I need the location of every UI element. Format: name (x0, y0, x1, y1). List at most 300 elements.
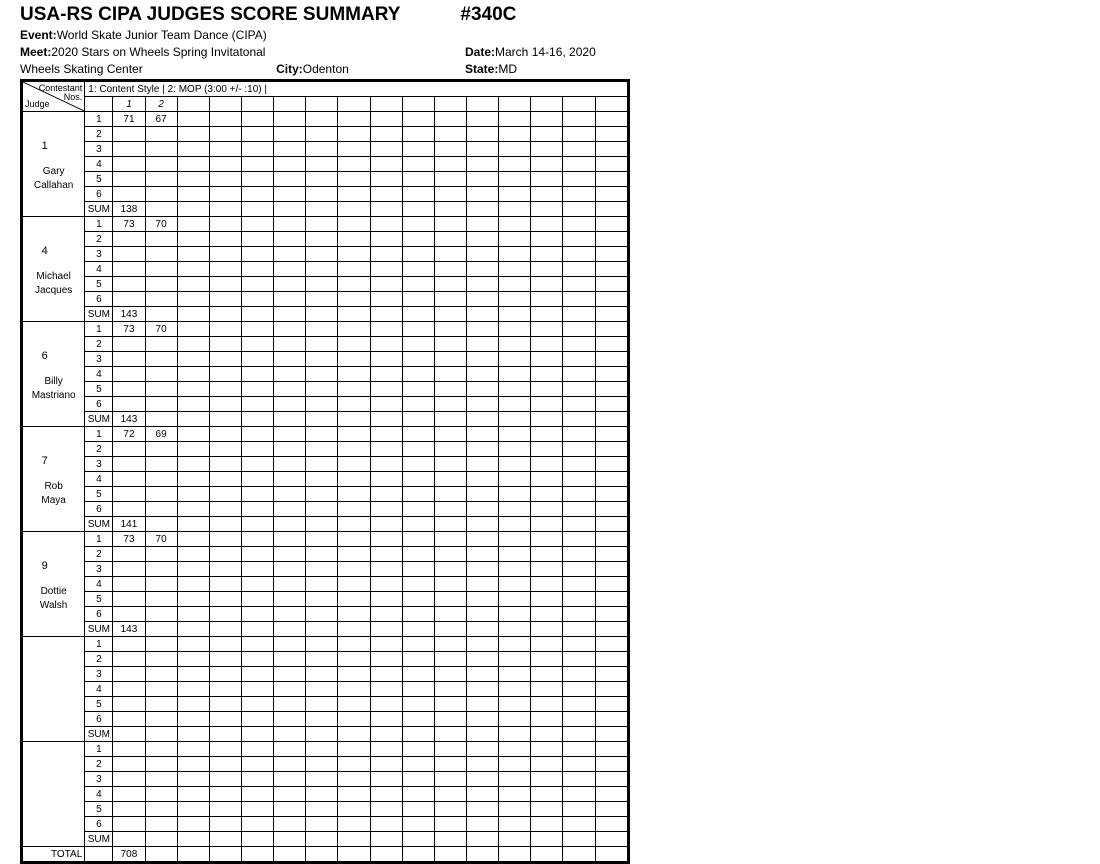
score-cell[interactable] (241, 112, 273, 127)
score-cell[interactable] (113, 157, 145, 172)
score-cell[interactable] (145, 607, 177, 622)
score-cell[interactable] (531, 292, 563, 307)
score-cell[interactable] (595, 277, 627, 292)
score-cell[interactable] (370, 217, 402, 232)
score-cell[interactable] (434, 172, 466, 187)
score-cell[interactable] (434, 712, 466, 727)
score-cell[interactable] (434, 637, 466, 652)
score-cell[interactable] (563, 742, 595, 757)
score-cell[interactable] (306, 112, 338, 127)
score-cell[interactable] (499, 157, 531, 172)
score-cell[interactable] (177, 457, 209, 472)
score-cell[interactable] (145, 457, 177, 472)
score-cell[interactable] (177, 637, 209, 652)
score-cell[interactable] (338, 397, 370, 412)
score-cell[interactable] (338, 247, 370, 262)
score-cell[interactable] (177, 802, 209, 817)
score-cell[interactable] (531, 487, 563, 502)
score-cell[interactable] (274, 112, 306, 127)
score-cell[interactable] (434, 772, 466, 787)
score-cell[interactable] (531, 217, 563, 232)
score-cell[interactable] (466, 217, 498, 232)
score-cell[interactable] (306, 532, 338, 547)
score-cell[interactable] (499, 247, 531, 262)
score-cell[interactable] (338, 502, 370, 517)
score-cell[interactable] (402, 772, 434, 787)
score-cell[interactable] (531, 367, 563, 382)
score-cell[interactable] (145, 442, 177, 457)
score-cell[interactable] (338, 712, 370, 727)
score-cell[interactable] (595, 532, 627, 547)
score-cell[interactable] (402, 547, 434, 562)
score-cell[interactable] (338, 457, 370, 472)
score-cell[interactable] (209, 172, 241, 187)
score-cell[interactable] (306, 292, 338, 307)
score-cell[interactable] (113, 772, 145, 787)
score-cell[interactable] (177, 127, 209, 142)
score-cell[interactable] (402, 172, 434, 187)
score-cell[interactable]: 73 (113, 217, 145, 232)
score-cell[interactable] (466, 487, 498, 502)
score-cell[interactable] (434, 547, 466, 562)
score-cell[interactable] (434, 652, 466, 667)
score-cell[interactable] (466, 262, 498, 277)
score-cell[interactable] (595, 472, 627, 487)
score-cell[interactable] (209, 697, 241, 712)
score-cell[interactable] (306, 142, 338, 157)
score-cell[interactable] (209, 142, 241, 157)
score-cell[interactable] (274, 277, 306, 292)
score-cell[interactable] (113, 712, 145, 727)
score-cell[interactable] (338, 157, 370, 172)
score-cell[interactable] (274, 127, 306, 142)
score-cell[interactable] (274, 427, 306, 442)
score-cell[interactable] (338, 772, 370, 787)
score-cell[interactable] (209, 277, 241, 292)
score-cell[interactable] (499, 472, 531, 487)
score-cell[interactable] (402, 292, 434, 307)
score-cell[interactable] (434, 277, 466, 292)
score-cell[interactable]: 72 (113, 427, 145, 442)
score-cell[interactable] (595, 187, 627, 202)
score-cell[interactable] (274, 367, 306, 382)
score-cell[interactable] (241, 802, 273, 817)
score-cell[interactable] (306, 802, 338, 817)
score-cell[interactable] (241, 292, 273, 307)
score-cell[interactable] (563, 532, 595, 547)
score-cell[interactable]: 70 (145, 322, 177, 337)
score-cell[interactable] (145, 157, 177, 172)
score-cell[interactable] (402, 757, 434, 772)
score-cell[interactable] (595, 562, 627, 577)
score-cell[interactable] (370, 427, 402, 442)
score-cell[interactable] (241, 217, 273, 232)
score-cell[interactable] (402, 667, 434, 682)
score-cell[interactable] (274, 742, 306, 757)
score-cell[interactable] (370, 607, 402, 622)
score-cell[interactable] (499, 637, 531, 652)
score-cell[interactable] (402, 367, 434, 382)
score-cell[interactable] (531, 457, 563, 472)
score-cell[interactable] (402, 472, 434, 487)
score-cell[interactable] (531, 742, 563, 757)
score-cell[interactable] (274, 652, 306, 667)
score-cell[interactable] (370, 397, 402, 412)
score-cell[interactable] (466, 442, 498, 457)
score-cell[interactable] (499, 712, 531, 727)
score-cell[interactable] (209, 217, 241, 232)
score-cell[interactable] (466, 637, 498, 652)
score-cell[interactable] (402, 382, 434, 397)
score-cell[interactable] (306, 652, 338, 667)
score-cell[interactable] (241, 397, 273, 412)
score-cell[interactable] (145, 577, 177, 592)
score-cell[interactable] (466, 697, 498, 712)
score-cell[interactable] (177, 322, 209, 337)
score-cell[interactable] (595, 547, 627, 562)
score-cell[interactable] (563, 262, 595, 277)
score-cell[interactable] (499, 442, 531, 457)
score-cell[interactable] (402, 142, 434, 157)
score-cell[interactable] (145, 262, 177, 277)
score-cell[interactable] (499, 457, 531, 472)
score-cell[interactable] (499, 817, 531, 832)
score-cell[interactable] (338, 547, 370, 562)
score-cell[interactable] (499, 787, 531, 802)
score-cell[interactable] (531, 652, 563, 667)
score-cell[interactable] (306, 217, 338, 232)
score-cell[interactable] (113, 817, 145, 832)
score-cell[interactable] (370, 442, 402, 457)
score-cell[interactable] (338, 427, 370, 442)
score-cell[interactable] (499, 682, 531, 697)
score-cell[interactable] (209, 592, 241, 607)
score-cell[interactable] (274, 172, 306, 187)
score-cell[interactable] (113, 802, 145, 817)
score-cell[interactable] (274, 532, 306, 547)
score-cell[interactable] (209, 232, 241, 247)
score-cell[interactable] (338, 367, 370, 382)
score-cell[interactable] (370, 802, 402, 817)
score-cell[interactable] (370, 457, 402, 472)
score-cell[interactable] (370, 142, 402, 157)
score-cell[interactable] (241, 682, 273, 697)
score-cell[interactable] (595, 352, 627, 367)
score-cell[interactable] (145, 292, 177, 307)
score-cell[interactable] (563, 247, 595, 262)
score-cell[interactable] (402, 502, 434, 517)
score-cell[interactable] (499, 487, 531, 502)
score-cell[interactable] (563, 607, 595, 622)
score-cell[interactable] (499, 262, 531, 277)
score-cell[interactable] (209, 442, 241, 457)
score-cell[interactable] (274, 547, 306, 562)
score-cell[interactable] (466, 577, 498, 592)
score-cell[interactable] (499, 322, 531, 337)
score-cell[interactable] (113, 577, 145, 592)
score-cell[interactable] (177, 337, 209, 352)
score-cell[interactable] (177, 502, 209, 517)
score-cell[interactable] (370, 112, 402, 127)
score-cell[interactable] (209, 757, 241, 772)
score-cell[interactable] (563, 187, 595, 202)
score-cell[interactable] (338, 337, 370, 352)
score-cell[interactable] (531, 172, 563, 187)
score-cell[interactable] (306, 277, 338, 292)
score-cell[interactable] (177, 472, 209, 487)
score-cell[interactable] (466, 787, 498, 802)
score-cell[interactable] (595, 172, 627, 187)
score-cell[interactable] (113, 787, 145, 802)
score-cell[interactable] (595, 427, 627, 442)
score-cell[interactable] (402, 817, 434, 832)
score-cell[interactable] (177, 382, 209, 397)
score-cell[interactable] (113, 457, 145, 472)
score-cell[interactable] (402, 802, 434, 817)
score-cell[interactable] (306, 712, 338, 727)
score-cell[interactable] (466, 157, 498, 172)
score-cell[interactable] (306, 502, 338, 517)
score-cell[interactable] (370, 532, 402, 547)
score-cell[interactable] (531, 532, 563, 547)
score-cell[interactable] (370, 322, 402, 337)
score-cell[interactable] (209, 247, 241, 262)
score-cell[interactable] (113, 697, 145, 712)
score-cell[interactable] (370, 817, 402, 832)
score-cell[interactable] (402, 322, 434, 337)
score-cell[interactable] (177, 232, 209, 247)
score-cell[interactable] (274, 577, 306, 592)
score-cell[interactable] (531, 112, 563, 127)
score-cell[interactable] (241, 337, 273, 352)
score-cell[interactable] (145, 187, 177, 202)
score-cell[interactable] (434, 292, 466, 307)
score-cell[interactable] (531, 427, 563, 442)
score-cell[interactable] (434, 142, 466, 157)
score-cell[interactable] (434, 322, 466, 337)
score-cell[interactable] (177, 157, 209, 172)
score-cell[interactable] (145, 802, 177, 817)
score-cell[interactable] (466, 112, 498, 127)
score-cell[interactable] (531, 442, 563, 457)
score-cell[interactable] (338, 442, 370, 457)
score-cell[interactable] (113, 592, 145, 607)
score-cell[interactable] (306, 577, 338, 592)
score-cell[interactable] (306, 397, 338, 412)
score-cell[interactable] (338, 487, 370, 502)
score-cell[interactable] (209, 802, 241, 817)
score-cell[interactable] (499, 397, 531, 412)
score-cell[interactable] (177, 292, 209, 307)
score-cell[interactable] (274, 802, 306, 817)
score-cell[interactable] (434, 742, 466, 757)
score-cell[interactable] (241, 382, 273, 397)
score-cell[interactable] (338, 697, 370, 712)
score-cell[interactable] (434, 802, 466, 817)
score-cell[interactable] (499, 232, 531, 247)
score-cell[interactable] (370, 487, 402, 502)
score-cell[interactable] (531, 607, 563, 622)
score-cell[interactable] (466, 382, 498, 397)
score-cell[interactable] (370, 652, 402, 667)
score-cell[interactable] (499, 382, 531, 397)
score-cell[interactable] (241, 577, 273, 592)
score-cell[interactable] (274, 322, 306, 337)
score-cell[interactable] (177, 262, 209, 277)
score-cell[interactable] (274, 382, 306, 397)
score-cell[interactable] (209, 667, 241, 682)
score-cell[interactable] (370, 157, 402, 172)
score-cell[interactable] (595, 667, 627, 682)
score-cell[interactable] (209, 502, 241, 517)
score-cell[interactable] (531, 787, 563, 802)
score-cell[interactable] (241, 457, 273, 472)
score-cell[interactable] (499, 172, 531, 187)
score-cell[interactable] (499, 502, 531, 517)
score-cell[interactable] (595, 652, 627, 667)
score-cell[interactable] (595, 292, 627, 307)
score-cell[interactable] (145, 637, 177, 652)
score-cell[interactable] (499, 142, 531, 157)
score-cell[interactable] (241, 652, 273, 667)
score-cell[interactable] (241, 427, 273, 442)
score-cell[interactable] (274, 787, 306, 802)
score-cell[interactable] (177, 562, 209, 577)
score-cell[interactable] (466, 337, 498, 352)
score-cell[interactable] (563, 757, 595, 772)
score-cell[interactable] (595, 337, 627, 352)
score-cell[interactable] (531, 322, 563, 337)
score-cell[interactable] (209, 607, 241, 622)
score-cell[interactable] (595, 382, 627, 397)
score-cell[interactable] (466, 127, 498, 142)
score-cell[interactable] (241, 127, 273, 142)
score-cell[interactable] (466, 142, 498, 157)
score-cell[interactable] (370, 757, 402, 772)
score-cell[interactable] (434, 757, 466, 772)
score-cell[interactable] (563, 682, 595, 697)
score-cell[interactable] (563, 637, 595, 652)
score-cell[interactable] (113, 547, 145, 562)
score-cell[interactable] (466, 292, 498, 307)
score-cell[interactable] (177, 172, 209, 187)
score-cell[interactable] (113, 172, 145, 187)
score-cell[interactable] (177, 652, 209, 667)
score-cell[interactable] (338, 322, 370, 337)
score-cell[interactable] (370, 277, 402, 292)
score-cell[interactable] (241, 142, 273, 157)
score-cell[interactable] (499, 427, 531, 442)
score-cell[interactable] (306, 772, 338, 787)
score-cell[interactable] (370, 697, 402, 712)
score-cell[interactable] (466, 322, 498, 337)
score-cell[interactable] (402, 187, 434, 202)
score-cell[interactable] (402, 712, 434, 727)
score-cell[interactable] (113, 337, 145, 352)
score-cell[interactable] (370, 712, 402, 727)
score-cell[interactable] (531, 382, 563, 397)
score-cell[interactable] (338, 562, 370, 577)
score-cell[interactable] (306, 472, 338, 487)
score-cell[interactable] (145, 817, 177, 832)
score-cell[interactable] (306, 562, 338, 577)
score-cell[interactable] (466, 607, 498, 622)
score-cell[interactable] (177, 367, 209, 382)
score-cell[interactable] (306, 547, 338, 562)
score-cell[interactable] (531, 397, 563, 412)
score-cell[interactable] (209, 652, 241, 667)
score-cell[interactable] (531, 697, 563, 712)
score-cell[interactable] (531, 592, 563, 607)
score-cell[interactable] (145, 247, 177, 262)
score-cell[interactable] (306, 607, 338, 622)
score-cell[interactable] (241, 817, 273, 832)
score-cell[interactable] (338, 802, 370, 817)
score-cell[interactable] (434, 187, 466, 202)
score-cell[interactable] (177, 427, 209, 442)
score-cell[interactable] (274, 187, 306, 202)
score-cell[interactable] (370, 637, 402, 652)
score-cell[interactable] (209, 397, 241, 412)
score-cell[interactable] (113, 232, 145, 247)
score-cell[interactable] (434, 682, 466, 697)
score-cell[interactable] (145, 787, 177, 802)
score-cell[interactable] (306, 127, 338, 142)
score-cell[interactable] (563, 577, 595, 592)
score-cell[interactable] (274, 397, 306, 412)
score-cell[interactable] (499, 187, 531, 202)
score-cell[interactable] (306, 322, 338, 337)
score-cell[interactable] (145, 367, 177, 382)
score-cell[interactable] (402, 232, 434, 247)
score-cell[interactable] (499, 217, 531, 232)
score-cell[interactable] (595, 802, 627, 817)
score-cell[interactable] (563, 232, 595, 247)
score-cell[interactable] (241, 532, 273, 547)
score-cell[interactable] (274, 442, 306, 457)
score-cell[interactable] (595, 157, 627, 172)
score-cell[interactable] (370, 382, 402, 397)
score-cell[interactable] (466, 187, 498, 202)
score-cell[interactable] (402, 532, 434, 547)
score-cell[interactable] (370, 337, 402, 352)
score-cell[interactable] (113, 442, 145, 457)
score-cell[interactable] (499, 127, 531, 142)
score-cell[interactable] (209, 472, 241, 487)
score-cell[interactable] (402, 397, 434, 412)
score-cell[interactable] (434, 472, 466, 487)
score-cell[interactable] (338, 607, 370, 622)
score-cell[interactable] (306, 742, 338, 757)
score-cell[interactable] (402, 262, 434, 277)
score-cell[interactable] (595, 502, 627, 517)
score-cell[interactable] (563, 142, 595, 157)
score-cell[interactable] (113, 127, 145, 142)
score-cell[interactable] (563, 712, 595, 727)
score-cell[interactable]: 67 (145, 112, 177, 127)
score-cell[interactable] (499, 292, 531, 307)
score-cell[interactable] (402, 487, 434, 502)
score-cell[interactable] (370, 127, 402, 142)
score-cell[interactable] (306, 682, 338, 697)
score-cell[interactable] (274, 337, 306, 352)
score-cell[interactable] (595, 772, 627, 787)
score-cell[interactable] (338, 262, 370, 277)
score-cell[interactable] (563, 217, 595, 232)
score-cell[interactable] (177, 772, 209, 787)
score-cell[interactable] (595, 697, 627, 712)
score-cell[interactable] (402, 652, 434, 667)
